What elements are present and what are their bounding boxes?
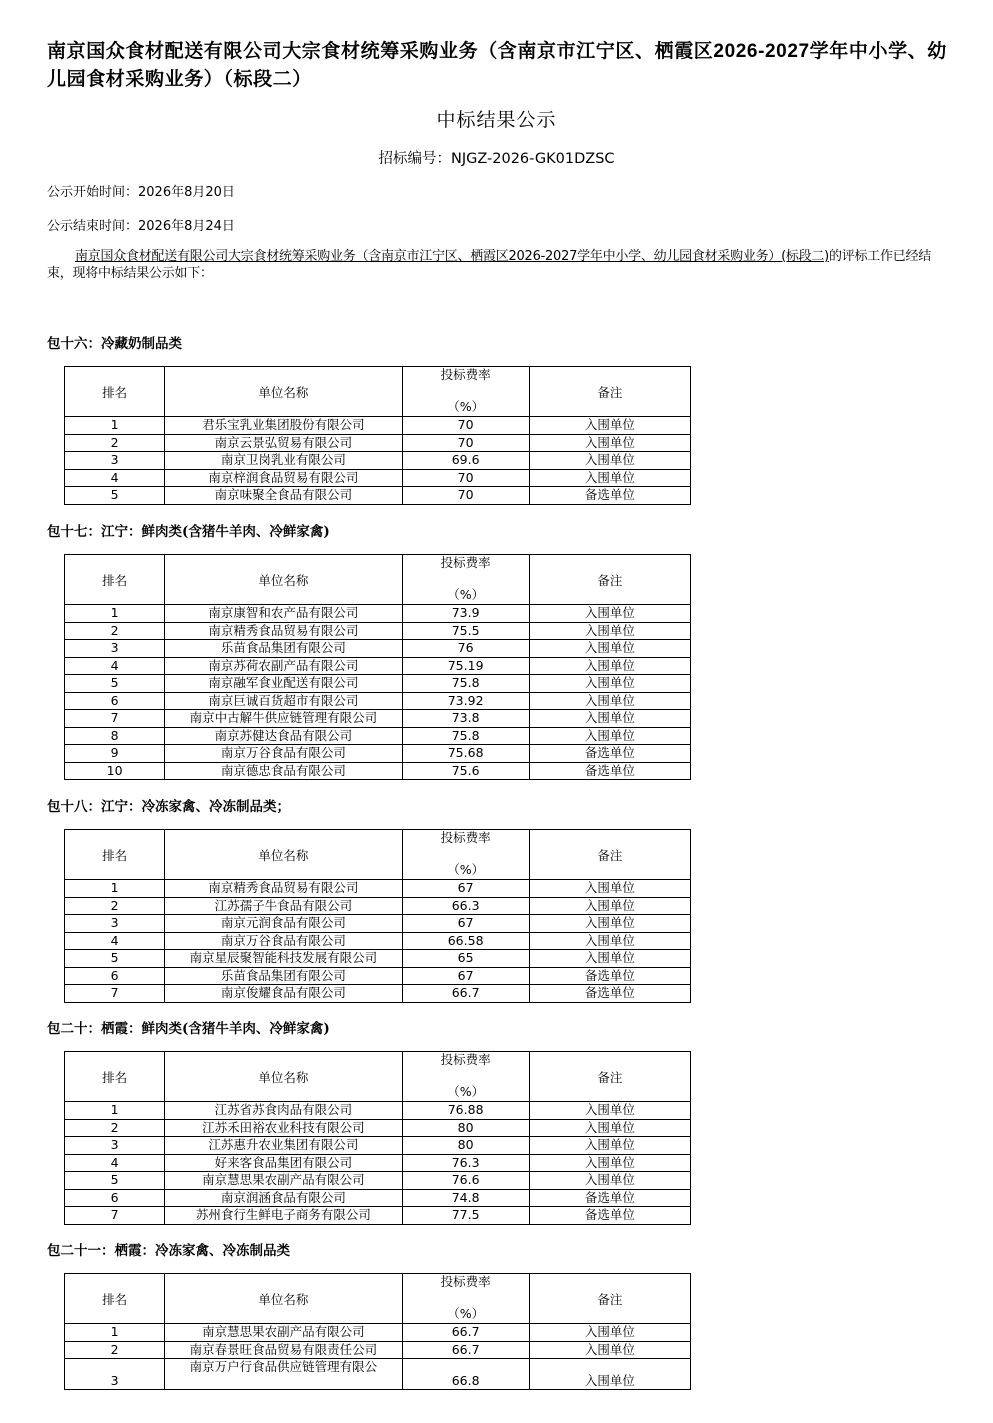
header-rank: 排名 <box>65 1274 165 1324</box>
cell-rank: 4 <box>65 932 165 950</box>
cell-note: 入围单位 <box>529 710 690 728</box>
cell-company-name: 南京万谷食品有限公司 <box>165 745 402 763</box>
table-row <box>65 1172 691 1190</box>
table-row <box>65 469 691 487</box>
cell-bid-rate: 74.8 <box>402 1189 529 1207</box>
cell-bid-rate: 66.7 <box>402 985 529 1003</box>
cell-rank: 7 <box>65 710 165 728</box>
cell-bid-rate: 73.9 <box>402 605 529 623</box>
cell-rank: 10 <box>65 762 165 780</box>
header-bid-rate-label: 投标费率 <box>440 555 491 570</box>
cell-rank: 1 <box>65 417 165 435</box>
cell-bid-rate: 66.7 <box>402 1341 529 1359</box>
cell-bid-rate: 75.19 <box>402 657 529 675</box>
cell-bid-rate: 73.92 <box>402 692 529 710</box>
header-rank: 排名 <box>65 367 165 417</box>
cell-company-name: 南京巨诚百货超市有限公司 <box>165 692 402 710</box>
bid-number: 招标编号：NJGZ-2026-GK01DZSC <box>378 151 615 167</box>
cell-company-name: 南京卫岗乳业有限公司 <box>165 452 402 470</box>
intro-rest: 的评标工作已经结束，现将中标结果公示如下： <box>47 249 932 281</box>
table-row <box>65 605 691 623</box>
table-row <box>65 950 691 968</box>
cell-rank: 9 <box>65 745 165 763</box>
cell-note: 入围单位 <box>529 1359 690 1390</box>
cell-rank: 4 <box>65 1154 165 1172</box>
cell-company-name: 南京味聚全食品有限公司 <box>165 487 402 505</box>
cell-note: 入围单位 <box>529 1102 690 1120</box>
header-rank: 排名 <box>65 555 165 605</box>
table-row <box>65 762 691 780</box>
cell-note: 入围单位 <box>529 1172 690 1190</box>
cell-company-name: 南京融军食业配送有限公司 <box>165 675 402 693</box>
header-bid-rate-unit: （%） <box>447 587 485 602</box>
cell-note: 备选单位 <box>529 967 690 985</box>
cell-note: 入围单位 <box>529 932 690 950</box>
cell-bid-rate: 66.3 <box>402 897 529 915</box>
cell-company-name: 南京精秀食品贸易有限公司 <box>165 622 402 640</box>
header-bid-rate <box>402 1052 529 1102</box>
table-header-row <box>65 1052 691 1102</box>
cell-company-name: 南京苏健达食品有限公司 <box>165 727 402 745</box>
cell-rank: 2 <box>65 897 165 915</box>
table-row <box>65 1341 691 1359</box>
cell-rank: 2 <box>65 1341 165 1359</box>
cell-company-name: 南京星辰聚智能科技发展有限公司 <box>165 950 402 968</box>
cell-note: 入围单位 <box>529 452 690 470</box>
cell-company-name: 南京润涵食品有限公司 <box>165 1189 402 1207</box>
cell-note: 入围单位 <box>529 434 690 452</box>
results-table <box>64 366 691 505</box>
cell-rank: 4 <box>65 469 165 487</box>
results-table <box>64 1273 691 1390</box>
table-row <box>65 675 691 693</box>
table-row <box>65 880 691 898</box>
table-header-row <box>65 367 691 417</box>
cell-rank: 5 <box>65 487 165 505</box>
cell-company-name: 南京中古解牛供应链管理有限公司 <box>165 710 402 728</box>
table-row <box>65 727 691 745</box>
cell-bid-rate: 75.5 <box>402 622 529 640</box>
table-row <box>65 1359 691 1390</box>
table-row <box>65 1207 691 1225</box>
cell-company-name: 南京梓润食品贸易有限公司 <box>165 469 402 487</box>
cell-rank: 8 <box>65 727 165 745</box>
cell-company-name: 江苏省苏食肉品有限公司 <box>165 1102 402 1120</box>
cell-rank: 3 <box>65 640 165 658</box>
package-title: 包二十：栖霞：鲜肉类(含猪牛羊肉、冷鲜家禽) <box>47 1021 330 1037</box>
cell-company-name: 南京俊耀食品有限公司 <box>165 985 402 1003</box>
cell-note: 入围单位 <box>529 1154 690 1172</box>
cell-rank: 7 <box>65 1207 165 1225</box>
cell-note: 入围单位 <box>529 1119 690 1137</box>
table-row <box>65 1102 691 1120</box>
cell-note: 入围单位 <box>529 657 690 675</box>
cell-rank: 3 <box>65 452 165 470</box>
cell-company-name: 南京苏荷农副产品有限公司 <box>165 657 402 675</box>
intro-project-name: 南京国众食材配送有限公司大宗食材统筹采购业务（含南京市江宁区、栖霞区2026-2027学年中小学、幼儿园食材采购业务）(标段二) <box>75 249 830 264</box>
cell-note: 入围单位 <box>529 1137 690 1155</box>
cell-bid-rate: 80 <box>402 1137 529 1155</box>
cell-bid-rate: 75.8 <box>402 675 529 693</box>
cell-rank: 5 <box>65 675 165 693</box>
cell-bid-rate: 70 <box>402 434 529 452</box>
cell-bid-rate: 75.8 <box>402 727 529 745</box>
cell-rank: 2 <box>65 622 165 640</box>
header-bid-rate-label: 投标费率 <box>440 830 491 845</box>
cell-company-name: 君乐宝乳业集团股份有限公司 <box>165 417 402 435</box>
cell-bid-rate: 76.6 <box>402 1172 529 1190</box>
cell-rank: 1 <box>65 1102 165 1120</box>
publicity-start-time: 公示开始时间：2026年8月20日 <box>47 185 235 200</box>
table-row <box>65 657 691 675</box>
cell-note: 入围单位 <box>529 605 690 623</box>
header-company-name: 单位名称 <box>165 555 402 605</box>
package-title: 包十六：冷藏奶制品类 <box>47 336 182 352</box>
cell-bid-rate: 76 <box>402 640 529 658</box>
header-bid-rate-unit: （%） <box>447 399 485 414</box>
cell-company-name: 江苏孺子牛食品有限公司 <box>165 897 402 915</box>
cell-company-name: 好来客食品集团有限公司 <box>165 1154 402 1172</box>
results-table <box>64 829 691 1003</box>
table-row <box>65 1189 691 1207</box>
table-row <box>65 640 691 658</box>
cell-bid-rate: 80 <box>402 1119 529 1137</box>
cell-note: 入围单位 <box>529 1341 690 1359</box>
results-table <box>64 1051 691 1225</box>
cell-rank: 3 <box>65 1137 165 1155</box>
header-bid-rate <box>402 830 529 880</box>
cell-company-name: 南京康智和农产品有限公司 <box>165 605 402 623</box>
cell-bid-rate: 70 <box>402 487 529 505</box>
header-rank: 排名 <box>65 830 165 880</box>
header-note: 备注 <box>529 555 690 605</box>
header-company-name: 单位名称 <box>165 1052 402 1102</box>
header-company-name: 单位名称 <box>165 1274 402 1324</box>
header-note: 备注 <box>529 1274 690 1324</box>
header-rank: 排名 <box>65 1052 165 1102</box>
table-row <box>65 434 691 452</box>
cell-rank: 2 <box>65 1119 165 1137</box>
cell-note: 备选单位 <box>529 762 690 780</box>
cell-note: 备选单位 <box>529 745 690 763</box>
table-row <box>65 745 691 763</box>
package-title: 包二十一：栖霞：冷冻家禽、冷冻制品类 <box>47 1243 290 1259</box>
cell-bid-rate: 67 <box>402 915 529 933</box>
cell-bid-rate: 77.5 <box>402 1207 529 1225</box>
table-row <box>65 452 691 470</box>
cell-bid-rate: 69.6 <box>402 452 529 470</box>
table-header-row <box>65 1274 691 1324</box>
table-row <box>65 985 691 1003</box>
cell-note: 入围单位 <box>529 915 690 933</box>
results-table <box>64 554 691 780</box>
table-row <box>65 897 691 915</box>
cell-rank: 5 <box>65 1172 165 1190</box>
header-company-name: 单位名称 <box>165 367 402 417</box>
cell-company-name: 江苏惠升农业集团有限公司 <box>165 1137 402 1155</box>
header-note: 备注 <box>529 367 690 417</box>
cell-rank: 1 <box>65 880 165 898</box>
header-bid-rate-unit: （%） <box>447 1084 485 1099</box>
cell-rank: 5 <box>65 950 165 968</box>
table-row <box>65 915 691 933</box>
cell-company-name: 南京德忠食品有限公司 <box>165 762 402 780</box>
table-row <box>65 622 691 640</box>
cell-company-name: 南京元润食品有限公司 <box>165 915 402 933</box>
cell-company-name: 南京精秀食品贸易有限公司 <box>165 880 402 898</box>
table-row <box>65 417 691 435</box>
table-row <box>65 692 691 710</box>
cell-rank: 6 <box>65 967 165 985</box>
header-note: 备注 <box>529 1052 690 1102</box>
table-header-row <box>65 555 691 605</box>
cell-bid-rate: 76.3 <box>402 1154 529 1172</box>
publicity-end-time: 公示结束时间：2026年8月24日 <box>47 219 235 234</box>
table-header-row <box>65 830 691 880</box>
cell-rank: 6 <box>65 1189 165 1207</box>
table-row <box>65 1119 691 1137</box>
table-row <box>65 1137 691 1155</box>
table-row <box>65 1154 691 1172</box>
cell-bid-rate: 67 <box>402 880 529 898</box>
table-row <box>65 1324 691 1342</box>
header-bid-rate <box>402 1274 529 1324</box>
cell-company-name: 南京万户行食品供应链管理有限公 <box>165 1359 402 1390</box>
cell-note: 备选单位 <box>529 1189 690 1207</box>
header-company-name: 单位名称 <box>165 830 402 880</box>
cell-bid-rate: 75.6 <box>402 762 529 780</box>
cell-rank: 2 <box>65 434 165 452</box>
cell-company-name: 南京万谷食品有限公司 <box>165 932 402 950</box>
cell-note: 备选单位 <box>529 487 690 505</box>
cell-note: 入围单位 <box>529 640 690 658</box>
cell-note: 入围单位 <box>529 727 690 745</box>
cell-rank: 6 <box>65 692 165 710</box>
cell-note: 入围单位 <box>529 692 690 710</box>
table-row <box>65 967 691 985</box>
header-bid-rate <box>402 367 529 417</box>
cell-company-name: 乐苗食品集团有限公司 <box>165 640 402 658</box>
cell-note: 入围单位 <box>529 1324 690 1342</box>
header-bid-rate <box>402 555 529 605</box>
table-row <box>65 487 691 505</box>
cell-company-name: 南京慧思果农副产品有限公司 <box>165 1172 402 1190</box>
cell-note: 备选单位 <box>529 985 690 1003</box>
cell-note: 入围单位 <box>529 417 690 435</box>
cell-company-name: 南京慧思果农副产品有限公司 <box>165 1324 402 1342</box>
cell-rank: 7 <box>65 985 165 1003</box>
package-title: 包十七：江宁：鲜肉类(含猪牛羊肉、冷鲜家禽) <box>47 524 330 540</box>
cell-bid-rate: 67 <box>402 967 529 985</box>
cell-bid-rate: 75.68 <box>402 745 529 763</box>
intro-paragraph <box>47 248 952 282</box>
cell-bid-rate: 66.8 <box>402 1359 529 1390</box>
cell-note: 入围单位 <box>529 880 690 898</box>
cell-company-name: 南京春景旺食品贸易有限责任公司 <box>165 1341 402 1359</box>
cell-note: 入围单位 <box>529 950 690 968</box>
document-subtitle: 中标结果公示 <box>436 109 557 131</box>
header-bid-rate-label: 投标费率 <box>440 367 491 382</box>
cell-bid-rate: 76.88 <box>402 1102 529 1120</box>
cell-note: 备选单位 <box>529 1207 690 1225</box>
cell-bid-rate: 65 <box>402 950 529 968</box>
cell-bid-rate: 70 <box>402 469 529 487</box>
document-title: 南京国众食材配送有限公司大宗食材统筹采购业务（含南京市江宁区、栖霞区2026-2027学年中小学、幼儿园食材采购业务）（标段二） <box>47 41 947 90</box>
cell-bid-rate: 66.7 <box>402 1324 529 1342</box>
header-bid-rate-label: 投标费率 <box>440 1274 491 1289</box>
cell-company-name: 乐苗食品集团有限公司 <box>165 967 402 985</box>
cell-bid-rate: 73.8 <box>402 710 529 728</box>
cell-rank: 3 <box>65 915 165 933</box>
cell-note: 入围单位 <box>529 675 690 693</box>
table-row <box>65 932 691 950</box>
cell-rank: 3 <box>65 1359 165 1390</box>
header-bid-rate-label: 投标费率 <box>440 1052 491 1067</box>
cell-company-name: 苏州食行生鲜电子商务有限公司 <box>165 1207 402 1225</box>
cell-note: 入围单位 <box>529 622 690 640</box>
cell-note: 入围单位 <box>529 897 690 915</box>
header-note: 备注 <box>529 830 690 880</box>
cell-note: 入围单位 <box>529 469 690 487</box>
header-bid-rate-unit: （%） <box>447 862 485 877</box>
cell-rank: 1 <box>65 1324 165 1342</box>
cell-company-name: 江苏禾田裕农业科技有限公司 <box>165 1119 402 1137</box>
package-title: 包十八：江宁：冷冻家禽、冷冻制品类； <box>47 799 290 815</box>
cell-rank: 4 <box>65 657 165 675</box>
table-row <box>65 710 691 728</box>
cell-rank: 1 <box>65 605 165 623</box>
cell-company-name: 南京云景弘贸易有限公司 <box>165 434 402 452</box>
cell-bid-rate: 66.58 <box>402 932 529 950</box>
cell-bid-rate: 70 <box>402 417 529 435</box>
header-bid-rate-unit: （%） <box>447 1306 485 1321</box>
